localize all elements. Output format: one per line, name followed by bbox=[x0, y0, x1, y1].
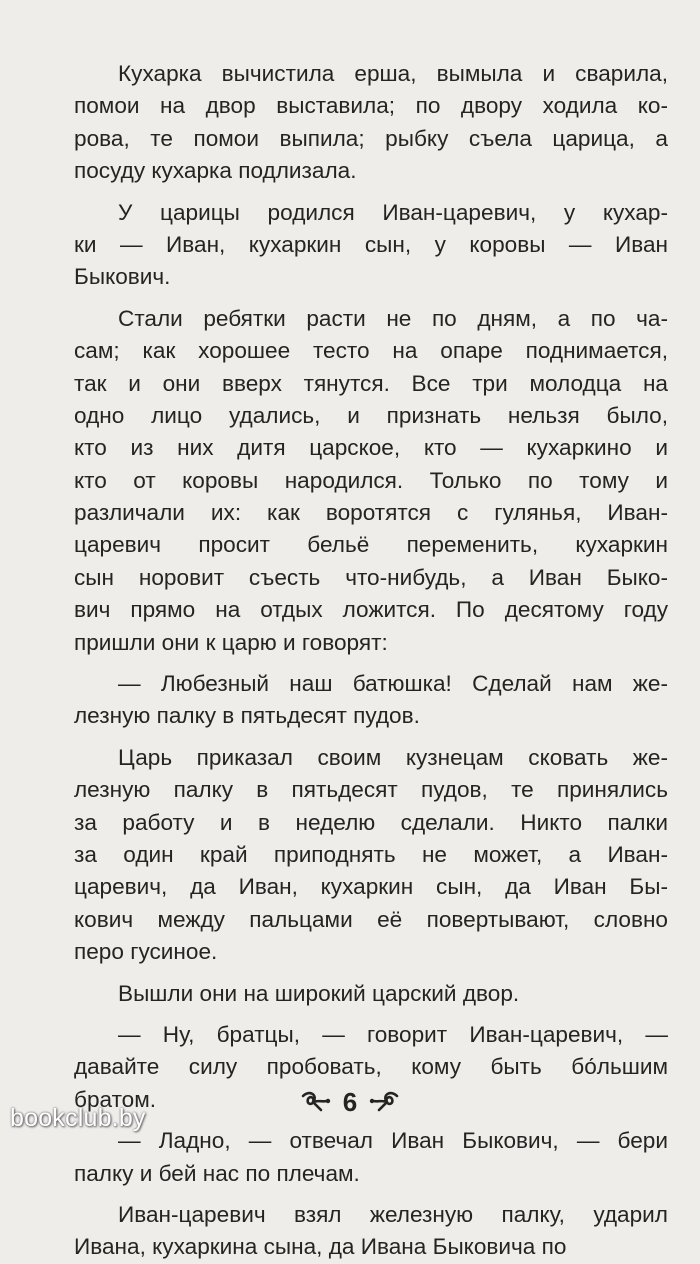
text-line: сын норовит съесть что-нибудь, а Иван Быко- bbox=[74, 564, 668, 590]
text-line: ки — Иван, кухаркин сын, у коровы — Иван bbox=[74, 231, 668, 257]
text-line: Вышли они на широкий царский двор. bbox=[118, 980, 520, 1006]
text-line: — Любезный наш батюшка! Сделай нам же- bbox=[118, 671, 668, 697]
text-line: сам; как хорошее тесто на опаре поднимается, bbox=[74, 338, 668, 364]
text-line: посуду кухарка подлизала. bbox=[74, 158, 357, 184]
text-line: Иван-царевич взял железную палку, ударил bbox=[118, 1201, 668, 1227]
text-line: Ивана, кухаркина сына, да Ивана Быковича по bbox=[74, 1234, 567, 1260]
text-line: — Ладно, — отвечал Иван Быкович, — бери bbox=[118, 1128, 668, 1154]
text-line: так и они вверх тянутся. Все три молодца на bbox=[74, 370, 668, 396]
page-number: 6 bbox=[342, 1087, 358, 1117]
text-line: кович между пальцами её повертывают, словно bbox=[74, 906, 668, 932]
text-line: — Ну, братцы, — говорит Иван-царевич, — bbox=[118, 1021, 668, 1047]
text-line: кто из них дитя царское, кто — кухаркино и bbox=[74, 435, 668, 461]
text-line: давайте силу пробовать, кому быть бо́льшим bbox=[74, 1054, 668, 1080]
text-line: Царь приказал своим кузнецам сковать же- bbox=[118, 744, 668, 770]
text-line: помои на двор выставила; по двору ходила ко- bbox=[74, 93, 668, 119]
text-line: пришли они к царю и говорят: bbox=[74, 629, 388, 655]
text-line: различали их: как воротятся с гулянья, Иван- bbox=[74, 500, 668, 526]
text-line: рова, те помои выпила; рыбку съела царица, а bbox=[74, 125, 668, 151]
text-line: лезную палку в пятьдесят пудов, те принялись bbox=[74, 777, 668, 803]
text-line: перо гусиное. bbox=[74, 939, 218, 965]
text-line: за работу и в неделю сделали. Никто палки bbox=[74, 809, 668, 835]
text-line: Стали ребятки расти не по дням, а по ча- bbox=[118, 305, 668, 331]
text-line: Кухарка вычистила ерша, вымыла и сварила, bbox=[118, 61, 668, 86]
text-line: Быкович. bbox=[74, 264, 171, 290]
page-ornament-right-icon bbox=[367, 1088, 401, 1116]
text-line: одно лицо удались, и признать нельзя было, bbox=[74, 402, 668, 428]
text-line: царевич, да Иван, кухаркин сын, да Иван Бы- bbox=[74, 874, 668, 900]
text-line: вич прямо на отдых ложится. По десятому году bbox=[74, 597, 668, 623]
text-line: палку и бей нас по плечам. bbox=[74, 1160, 360, 1186]
text-line: братом. bbox=[74, 1086, 157, 1112]
text-line: У царицы родился Иван-царевич, у кухар- bbox=[118, 199, 668, 225]
text-line: царевич просит бельё переменить, кухаркин bbox=[74, 532, 668, 558]
page-ornament-left-icon bbox=[299, 1088, 333, 1116]
watermark: bookclub.by bbox=[10, 1104, 146, 1132]
text-line: за один край приподнять не может, а Иван- bbox=[74, 841, 668, 867]
text-line: кто от коровы народился. Только по тому и bbox=[74, 467, 668, 493]
text-line: лезную палку в пятьдесят пудов. bbox=[74, 703, 420, 729]
